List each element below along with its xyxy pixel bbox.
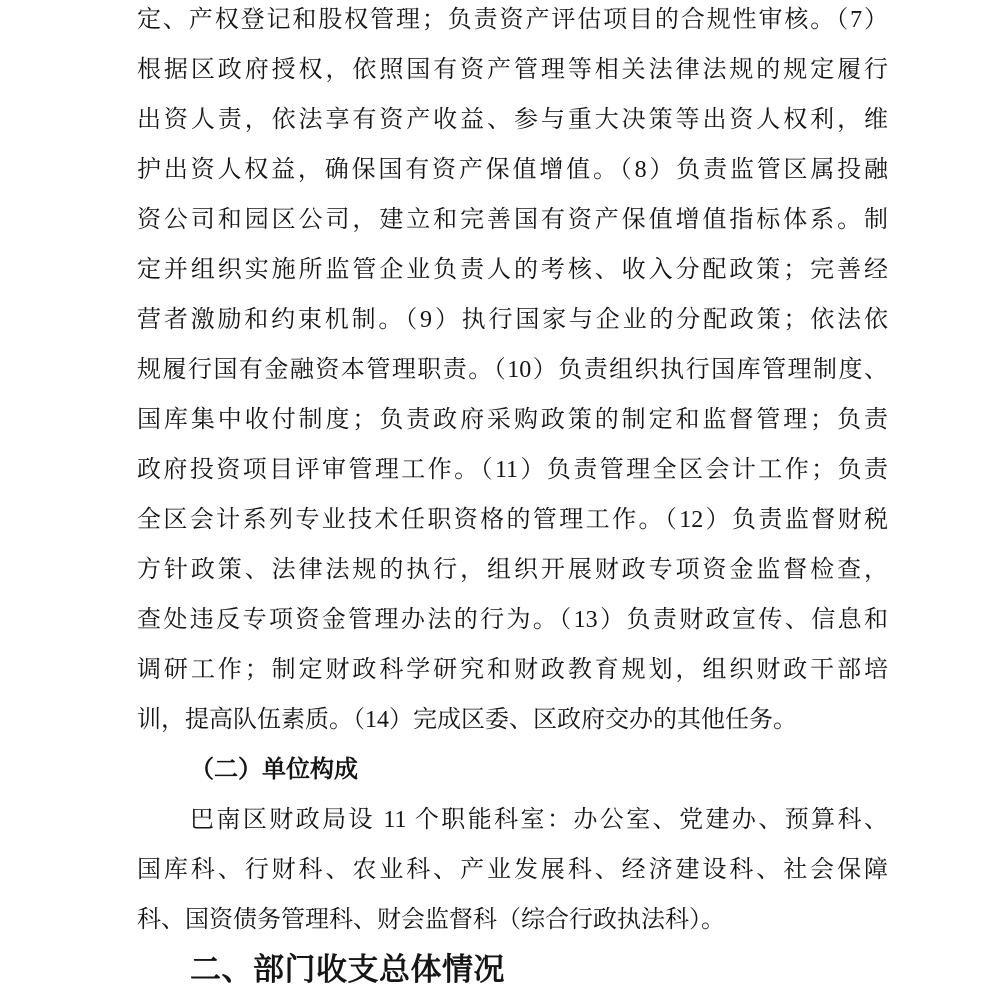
body-text-line: 定、产权登记和股权管理；负责资产评估项目的合规性审核。（7） [137,7,888,33]
body-text-line: 营者激励和约束机制。（9）执行国家与企业的分配政策；依法依 [137,307,888,333]
body-text-line: 方针政策、法律法规的执行，组织开展财政专项资金监督检查， [137,557,888,583]
body-text-line: 训，提高队伍素质。（14）完成区委、区政府交办的其他任务。 [137,707,797,733]
subsection-heading: （二）单位构成 [190,757,358,783]
body-text-line: 国库集中收付制度；负责政府采购政策的制定和监督管理；负责 [137,407,888,433]
body-text-line: 出资人责，依法享有资产收益、参与重大决策等出资人权利，维 [137,107,888,133]
body-text-line: 资公司和园区公司，建立和完善国有资产保值增值指标体系。制 [137,207,888,233]
body-text-line: 规履行国有金融资本管理职责。（10）负责组织执行国库管理制度、 [137,357,888,383]
body-text-line: 科、国资债务管理科、财会监督科（综合行政执法科）。 [137,907,725,933]
body-text-line: 政府投资项目评审管理工作。（11）负责管理全区会计工作；负责 [137,457,888,483]
body-text-line: 巴南区财政局设 11 个职能科室：办公室、党建办、预算科、 [190,807,888,833]
body-text-line: 护出资人权益，确保国有资产保值增值。（8）负责监管区属投融 [137,157,888,183]
document-body [137,0,888,995]
section-heading: 二、部门收支总体情况 [190,952,505,987]
body-text-line: 国库科、行财科、农业科、产业发展科、经济建设科、社会保障 [137,857,888,883]
body-text-line: 调研工作；制定财政科学研究和财政教育规划，组织财政干部培 [137,657,888,683]
body-text-line: 定并组织实施所监管企业负责人的考核、收入分配政策；完善经 [137,257,888,283]
body-text-line: 根据区政府授权，依照国有资产管理等相关法律法规的规定履行 [137,57,888,83]
body-text-line: 查处违反专项资金管理办法的行为。（13）负责财政宣传、信息和 [137,607,888,633]
body-text-line: 全区会计系列专业技术任职资格的管理工作。（12）负责监督财税 [137,507,888,533]
